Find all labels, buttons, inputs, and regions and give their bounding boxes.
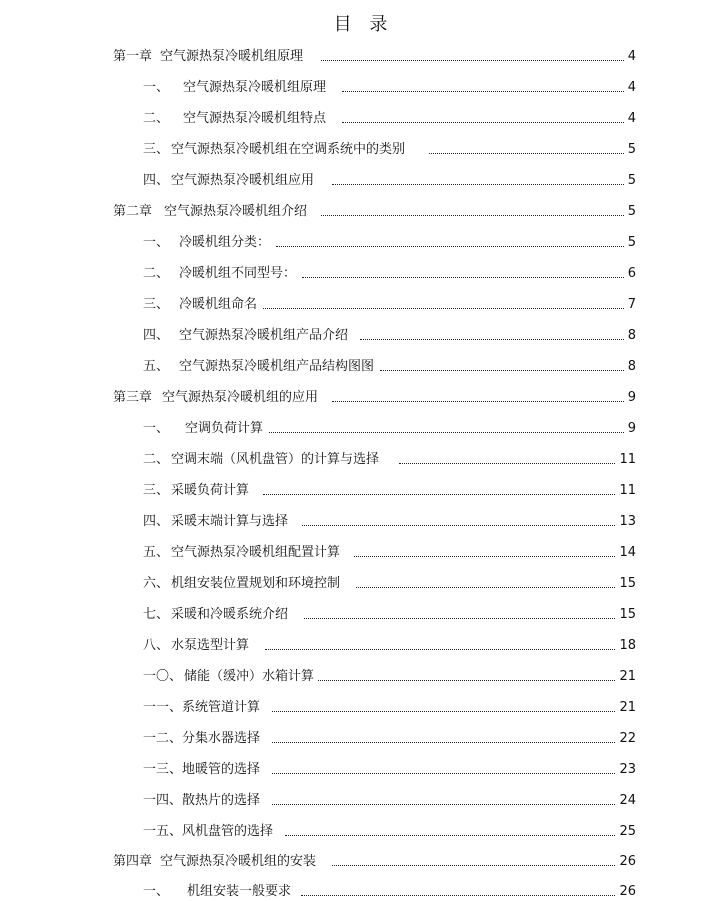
toc-leader-dots (342, 90, 624, 92)
toc-entry-number: 二、 (143, 111, 170, 126)
toc-entry-label: 冷暖机组不同型号： (179, 266, 297, 281)
toc-entry-page: 4 (627, 111, 636, 126)
toc-leader-dots (302, 276, 624, 278)
toc-entry[interactable] (143, 262, 636, 282)
toc-entry-label: 空调负荷计算 (185, 421, 264, 436)
toc-leader-dots (272, 710, 615, 712)
toc-leader-dots (301, 894, 615, 896)
toc-entry-label: 空气源热泵冷暖机组的安装 (160, 854, 317, 869)
toc-leader-dots (265, 648, 615, 650)
toc-entry-chapter-4[interactable] (113, 850, 636, 870)
toc-entry-label: 空调末端（风机盘管）的计算与选择 (171, 452, 380, 467)
toc-entry-page: 7 (627, 297, 636, 312)
toc-entry-page: 21 (619, 669, 636, 684)
toc-entry-page: 6 (627, 266, 636, 281)
toc-leader-dots (272, 741, 615, 743)
toc-entry-number: 第二章 (113, 204, 153, 219)
toc-entry-label: 空气源热泵冷暖机组产品结构图图 (179, 359, 375, 374)
toc-entry-label: 空气源热泵冷暖机组的应用 (162, 390, 319, 405)
toc-entry-number: 四、 (143, 514, 170, 529)
toc-leader-dots (332, 400, 624, 402)
toc-entry[interactable] (143, 696, 636, 716)
toc-entry-label: 采暖末端计算与选择 (171, 514, 289, 529)
toc-entry-page: 23 (619, 762, 636, 777)
toc-entry[interactable] (143, 727, 636, 747)
toc-entry-label: 储能（缓冲）水箱计算 (184, 669, 315, 684)
toc-entry-label: 分集水器选择 (182, 731, 261, 746)
toc-entry-label: 空气源热泵冷暖机组应用 (171, 173, 315, 188)
toc-entry-chapter-3[interactable] (113, 386, 636, 406)
toc-entry-number: 八、 (143, 638, 170, 653)
toc-entry-number: 第一章 (113, 49, 153, 64)
toc-entry-label: 采暖负荷计算 (171, 483, 250, 498)
toc-entry-number: 一五、 (143, 824, 183, 839)
toc-entry-label: 空气源热泵冷暖机组原理 (160, 49, 304, 64)
toc-entry-page: 8 (627, 359, 636, 374)
toc-leader-dots (263, 493, 615, 495)
toc-entry-number: 一〇、 (143, 669, 183, 684)
toc-leader-dots (332, 864, 615, 866)
toc-entry[interactable] (143, 603, 636, 623)
toc-entry-label: 散热片的选择 (182, 793, 261, 808)
toc-entry[interactable] (143, 820, 636, 840)
toc-leader-dots (263, 307, 624, 309)
toc-entry[interactable] (143, 665, 636, 685)
toc-entry[interactable] (143, 510, 636, 530)
toc-entry-page: 9 (627, 421, 636, 436)
toc-entry-number: 一、 (143, 421, 170, 436)
toc-entry-label: 空气源热泵冷暖机组产品介绍 (179, 328, 349, 343)
toc-entry[interactable] (143, 355, 636, 375)
toc-entry-page: 5 (627, 235, 636, 250)
toc-entry-label: 采暖和冷暖系统介绍 (171, 607, 289, 622)
toc-entry-number: 四、 (143, 173, 170, 188)
toc-entry-page: 11 (619, 483, 636, 498)
toc-entry-label: 地暖管的选择 (182, 762, 261, 777)
toc-entry-number: 七、 (143, 607, 170, 622)
toc-entry[interactable] (143, 138, 636, 158)
toc-leader-dots (332, 183, 624, 185)
toc-entry[interactable] (143, 541, 636, 561)
toc-leader-dots (321, 214, 624, 216)
toc-entry-label: 机组安装位置规划和环境控制 (171, 576, 341, 591)
toc-entry[interactable] (143, 293, 636, 313)
toc-entry[interactable] (143, 417, 636, 437)
toc-entry-number: 六、 (143, 576, 170, 591)
toc-entry[interactable] (143, 231, 636, 251)
toc-entry-number: 三、 (143, 142, 170, 157)
toc-leader-dots (354, 555, 615, 557)
toc-entry-number: 二、 (143, 452, 170, 467)
toc-leader-dots (276, 245, 624, 247)
toc-entry-page: 21 (619, 700, 636, 715)
toc-entry[interactable] (143, 758, 636, 778)
toc-entry-label: 空气源热泵冷暖机组介绍 (164, 204, 308, 219)
toc-leader-dots (321, 59, 624, 61)
toc-entry-page: 18 (619, 638, 636, 653)
toc-entry[interactable] (143, 880, 636, 900)
toc-entry-number: 第三章 (113, 390, 153, 405)
toc-entry-number: 一一、 (143, 700, 183, 715)
toc-leader-dots (356, 586, 615, 588)
toc-entry-page: 15 (619, 576, 636, 591)
toc-entry-number: 一、 (143, 80, 170, 95)
toc-entry-page: 4 (627, 80, 636, 95)
toc-entry-number: 三、 (143, 483, 170, 498)
toc-entry[interactable] (143, 572, 636, 592)
toc-leader-dots (342, 121, 624, 123)
toc-leader-dots (318, 679, 615, 681)
toc-entry-chapter-1[interactable] (113, 45, 636, 65)
toc-entry[interactable] (143, 169, 636, 189)
toc-entry-page: 5 (627, 142, 636, 157)
page-title: 目 录 (333, 14, 394, 35)
toc-entry[interactable] (143, 789, 636, 809)
toc-leader-dots (429, 152, 624, 154)
toc-entry-label: 空气源热泵冷暖机组配置计算 (171, 545, 341, 560)
toc-entry-page: 5 (627, 204, 636, 219)
toc-entry-page: 26 (619, 854, 636, 869)
toc-leader-dots (285, 834, 615, 836)
toc-entry-label: 水泵选型计算 (171, 638, 250, 653)
toc-entry-number: 三、 (143, 297, 170, 312)
toc-entry-number: 四、 (143, 328, 170, 343)
toc-entry-chapter-2[interactable] (113, 200, 636, 220)
toc-entry[interactable] (143, 634, 636, 654)
toc-entry-number: 一三、 (143, 762, 183, 777)
toc-leader-dots (360, 338, 624, 340)
toc-entry-number: 二、 (143, 266, 170, 281)
toc-entry-number: 一二、 (143, 731, 183, 746)
toc-leader-dots (302, 524, 615, 526)
toc-leader-dots (399, 462, 615, 464)
toc-entry[interactable] (143, 448, 636, 468)
toc-entry-number: 五、 (143, 359, 170, 374)
toc-entry-page: 4 (627, 49, 636, 64)
toc-entry[interactable] (143, 324, 636, 344)
toc-entry-number: 第四章 (113, 854, 153, 869)
toc-entry-page: 5 (627, 173, 636, 188)
toc-entry-page: 24 (619, 793, 636, 808)
toc-entry-page: 13 (619, 514, 636, 529)
toc-entry-number: 一四、 (143, 793, 183, 808)
toc-entry-page: 15 (619, 607, 636, 622)
toc-entry-label: 空气源热泵冷暖机组原理 (183, 80, 327, 95)
toc-entry-page: 22 (619, 731, 636, 746)
toc-leader-dots (304, 617, 615, 619)
toc-leader-dots (272, 772, 615, 774)
toc-entry-label: 风机盘管的选择 (182, 824, 274, 839)
toc-entry-label: 冷暖机组命名 (179, 297, 258, 312)
toc-entry[interactable] (143, 479, 636, 499)
toc-entry[interactable] (143, 107, 636, 127)
toc-entry-number: 五、 (143, 545, 170, 560)
toc-entry-page: 9 (627, 390, 636, 405)
toc-entry-label: 空气源热泵冷暖机组在空调系统中的类别 (171, 142, 406, 157)
toc-entry-page: 26 (619, 884, 636, 899)
toc-entry-page: 11 (619, 452, 636, 467)
toc-entry-number: 一、 (143, 235, 170, 250)
toc-leader-dots (272, 803, 615, 805)
toc-leader-dots (380, 369, 624, 371)
toc-entry-number: 一、 (143, 884, 170, 899)
toc-entry-label: 系统管道计算 (182, 700, 261, 715)
toc-entry[interactable] (143, 76, 636, 96)
toc-entry-page: 8 (627, 328, 636, 343)
toc-entry-page: 14 (619, 545, 636, 560)
toc-entry-label: 空气源热泵冷暖机组特点 (183, 111, 327, 126)
toc-entry-label: 冷暖机组分类： (179, 235, 271, 250)
toc-entry-label: 机组安装一般要求 (187, 884, 292, 899)
toc-entry-page: 25 (619, 824, 636, 839)
toc-leader-dots (269, 431, 624, 433)
